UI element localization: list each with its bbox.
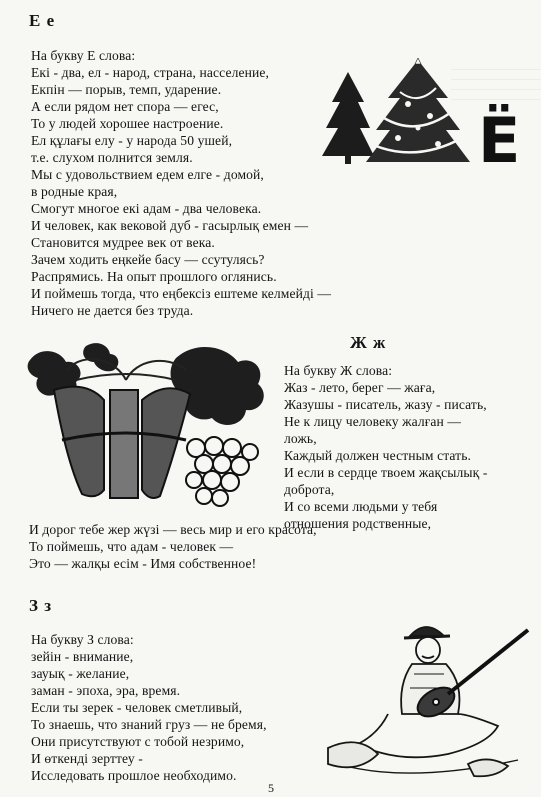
text-line: Ничего не дается без труда. bbox=[31, 303, 194, 318]
text-line: На букву З слова: bbox=[31, 632, 134, 647]
text-line: То у людей хорошее настроение. bbox=[31, 116, 224, 131]
text-line: Жаз - лето, берег — жаға, bbox=[284, 380, 436, 395]
section-heading-z: З з bbox=[29, 596, 53, 615]
text-line: отношения родственные, bbox=[284, 516, 432, 531]
text-line: Исследовать прошлое необходимо. bbox=[31, 768, 237, 783]
text-line: т.е. слухом полнится земля. bbox=[31, 150, 193, 165]
text-line: Жазушы - писатель, жазу - писать, bbox=[284, 397, 487, 412]
text-line: Они присутствуют с тобой незримо, bbox=[31, 734, 245, 749]
text-line: Екі - два, ел - народ, страна, насселение, bbox=[31, 65, 270, 80]
text-line: Это — жалқы есім - Имя собственное! bbox=[29, 556, 257, 571]
text-line: Распрямись. На опыт прошлого оглянись. bbox=[31, 269, 277, 284]
section-heading-zh: Ж ж bbox=[350, 333, 387, 352]
dombra-player-illustration bbox=[318, 614, 533, 784]
text-line: Зачем ходить еңкейе басу — ссутулясь? bbox=[31, 252, 265, 267]
small-tree-icon bbox=[322, 72, 374, 164]
text-line: И со всеми людьми у тебя bbox=[284, 499, 438, 514]
text-line: Екпін — порыв, темп, ударение. bbox=[31, 82, 222, 97]
text-line: На букву Ж слова: bbox=[284, 363, 393, 378]
letter-yo-icon bbox=[478, 104, 520, 168]
text-line: И поймешь тогда, что еңбексіз ештеме келмейді — bbox=[31, 286, 332, 301]
text-line: И человек, как вековой дуб - гасырлық емен — bbox=[31, 218, 309, 233]
text-line: Становится мудрее век от века. bbox=[31, 235, 215, 250]
text-line: ложь, bbox=[284, 431, 317, 446]
text-line: доброта, bbox=[284, 482, 335, 497]
text-line: Мы с удовольствием едем елге - домой, bbox=[31, 167, 264, 182]
text-line: заман - эпоха, эра, время. bbox=[31, 683, 181, 698]
text-line: зейін - внимание, bbox=[31, 649, 134, 664]
zh-ornament-illustration bbox=[26, 340, 271, 515]
text-line: Ел құлағы елу - у народа 50 ушей, bbox=[31, 133, 233, 148]
grapes-icon bbox=[186, 437, 258, 506]
text-line: А если рядом нет спора — егес, bbox=[31, 99, 219, 114]
text-line: Каждый должен честным стать. bbox=[284, 448, 472, 463]
text-line: И өткенді зерттеу - bbox=[31, 751, 143, 766]
page-number: 5 bbox=[268, 781, 274, 795]
text-line: Смогут многое екі адам - два человека. bbox=[31, 201, 262, 216]
text-line: Если ты зерек - человек сметливый, bbox=[31, 700, 243, 715]
text-line: И если в сердце твоем жақсылық - bbox=[284, 465, 488, 480]
text-line: То поймешь, что адам - человек — bbox=[29, 539, 234, 554]
text-line: Не к лицу человеку жалған — bbox=[284, 414, 462, 429]
text-line: И дорог тебе жер жүзі — весь мир и его красота, bbox=[29, 522, 317, 537]
section-heading-e: Е е bbox=[29, 11, 56, 30]
letter-yo: Ё bbox=[478, 104, 521, 168]
text-line: То знаешь, что знаний груз — не бремя, bbox=[31, 717, 267, 732]
christmas-trees-illustration bbox=[318, 58, 533, 168]
decorated-tree-icon bbox=[366, 58, 470, 162]
text-line: зауық - желание, bbox=[31, 666, 130, 681]
text-line: в родные края, bbox=[31, 184, 118, 199]
text-line: На букву Е слова: bbox=[31, 48, 136, 63]
